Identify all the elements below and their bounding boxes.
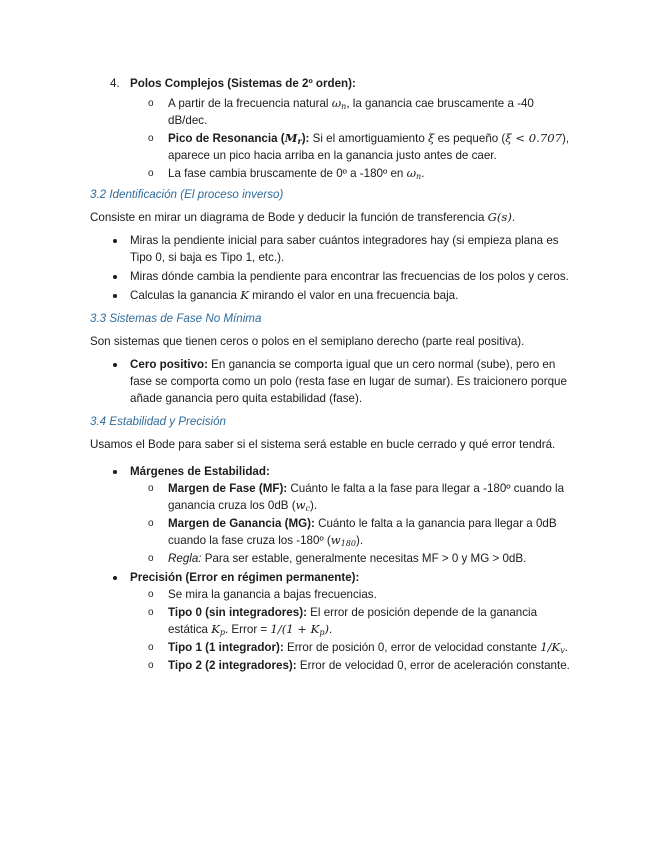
document-content: [90, 75, 575, 680]
math-Kp: $K_p$: [211, 622, 225, 637]
sub-item: o Tipo 0 (sin integradores): El error de posición depende de la ganancia estática $K_p$. Error = $1/(1 + K_p)$.: [148, 604, 575, 638]
bullet-item: Miras dónde cambia la pendiente para encontrar las frecuencias de los polos y ceros.: [110, 268, 575, 285]
sub-item: o Pico de Resonancia $(M_r)$: Si el amortiguamiento ξ es pequeño (ξ < 0.707), aparece un pico hacia arriba en la ganancia justo antes de caer.: [148, 130, 575, 164]
math-xi: ξ: [428, 131, 435, 145]
section-heading-3-4: 3.4 Estabilidad y Precisión: [90, 415, 226, 428]
list-number: 4.: [110, 77, 120, 90]
sub-item: o Tipo 2 (2 integradores): Error de velocidad 0, error de aceleración constante.: [148, 657, 575, 674]
math-w180: $w_{180}$: [330, 533, 356, 548]
sub-item: o Margen de Fase (MF): Cuánto le falta a la fase para llegar a -180º cuando la ganancia cruza los 0dB $(w_c)$.: [148, 480, 575, 514]
math-xi-condition: ξ < 0.707: [505, 131, 562, 145]
bullet-list: [110, 232, 575, 304]
sub-item: o Se mira la ganancia a bajas frecuencias.: [148, 586, 575, 603]
math-error-formula: $1/(1 + K_p)$: [270, 622, 329, 637]
sub-item: o Tipo 1 (1 integrador): Error de posición 0, error de velocidad constante $1/K_v$.: [148, 639, 575, 656]
section-heading-3-3: 3.3 Sistemas de Fase No Mínima: [90, 312, 262, 325]
math-Gs: G(s): [487, 210, 512, 224]
sub-item: o A partir de la frecuencia natural $\omega_n$, la ganancia cae bruscamente a -40 dB/dec.: [148, 95, 575, 129]
paragraph: Usamos el Bode para saber si el sistema será estable en bucle cerrado y qué error tendrá.: [90, 438, 556, 451]
list-item-polos-complejos: [110, 75, 575, 182]
numbered-list: [110, 75, 575, 182]
sub-item: o Regla: Para ser estable, generalmente necesitas MF > 0 y MG > 0dB.: [148, 550, 575, 567]
bullet-list: [110, 463, 575, 674]
bullet-item: Cero positivo: En ganancia se comporta igual que un cero normal (sube), pero en fase se comporta como un polo (resta fase en lugar de sumar). Es traicionero porque añade ganancia pero quita estabilidad (fase).: [110, 356, 575, 407]
bullet-item-precision: Precisión (Error en régimen permanente): o Se mira la ganancia a bajas frecuencias. o Tipo 0 (sin integradores): El error de posición depende de la ganancia estática $K_p$. Error = $1/(1 + K_p)$. o Tipo 1 (1 integrador): Error de posición 0, error de velocidad constante $1/K_v$. o Tipo 2 (2 integradores): Error de velocidad 0, error de aceleración constante.: [110, 569, 575, 674]
item-title: Polos Complejos (Sistemas de 2º orden):: [130, 77, 356, 90]
math-K: K: [240, 288, 249, 302]
sub-list: [148, 586, 575, 674]
math-omega: $\omega_n$: [331, 96, 347, 111]
paragraph: Son sistemas que tienen ceros o polos en el semiplano derecho (parte real positiva).: [90, 335, 525, 348]
paragraph: Consiste en mirar un diagrama de Bode y deducir la función de transferencia G(s).: [90, 210, 516, 224]
sub-item: o La fase cambia bruscamente de 0º a -180º en $\omega_n$.: [148, 165, 575, 182]
bullet-item: Calculas la ganancia K mirando el valor en una frecuencia baja.: [110, 287, 575, 304]
math-Kv: $1/K_v$: [540, 640, 565, 655]
math-omega: $\omega_n$: [406, 166, 422, 181]
section-heading-3-2: 3.2 Identificación (El proceso inverso): [90, 188, 284, 201]
math-Mr: $M_r$: [284, 131, 302, 146]
sub-item: o Margen de Ganancia (MG): Cuánto le falta a la ganancia para llegar a 0dB cuando la fase cruza los -180º $(w_{180})$.: [148, 515, 575, 549]
sub-list: [148, 95, 575, 182]
sub-list: [148, 480, 575, 567]
bullet-list: [110, 356, 575, 407]
bullet-item: Miras la pendiente inicial para saber cuántos integradores hay (si empieza plana es Tipo 0, si baja es Tipo 1, etc.).: [110, 232, 575, 266]
bullet-item-margins: Márgenes de Estabilidad: o Margen de Fase (MF): Cuánto le falta a la fase para llegar a -180º cuando la ganancia cruza los 0dB $(w_c)$. o Margen de Ganancia (MG): Cuánto le falta a la ganancia para llegar a 0dB cuando la fase cruza los -180º $(w_{180})$. o Regla: Para ser estable, generalmente necesitas MF > 0 y MG > 0dB.: [110, 463, 575, 567]
math-wc: $w_c$: [295, 498, 311, 513]
